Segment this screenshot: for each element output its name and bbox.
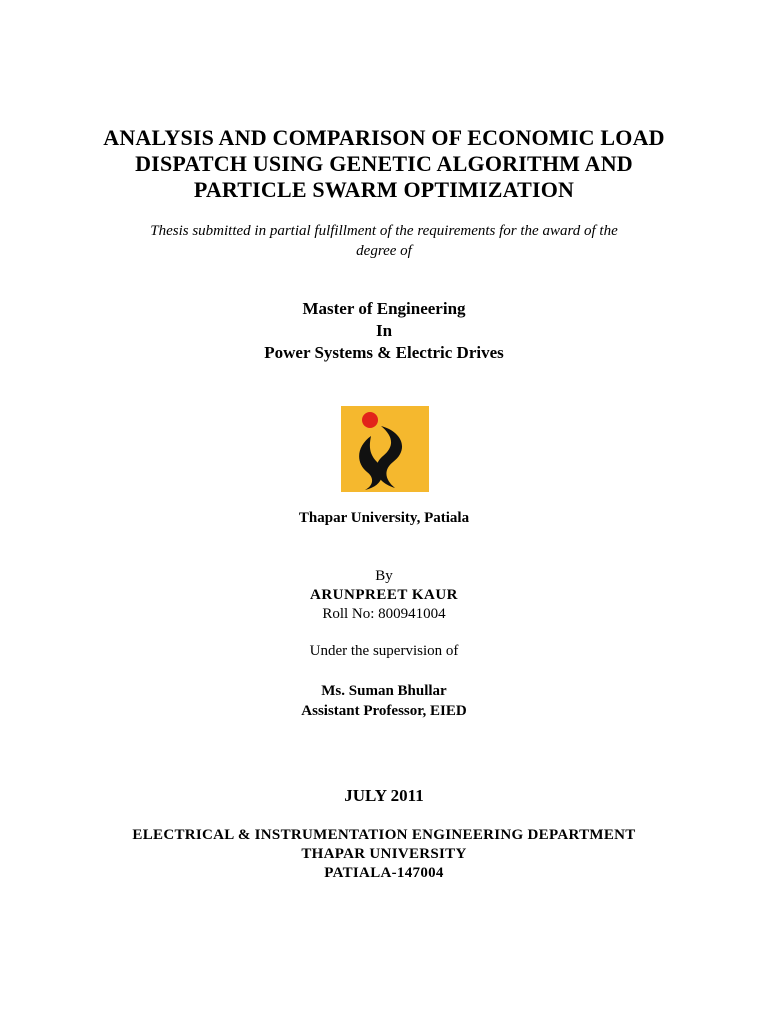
thesis-subtitle — [0, 221, 768, 261]
thesis-title-line: DISPATCH USING GENETIC ALGORITHM AND — [135, 151, 633, 176]
university-flame-logo-icon — [341, 406, 429, 492]
thesis-title-line: PARTICLE SWARM OPTIMIZATION — [193, 177, 575, 202]
supervisor-block — [0, 681, 768, 721]
thesis-title — [0, 125, 768, 203]
university-name: Thapar University, Patiala — [298, 510, 470, 526]
logo-red-dot — [362, 412, 378, 428]
supervisor-title: Assistant Professor, EIED — [301, 703, 467, 719]
supervision-label: Under the supervision of — [309, 643, 459, 659]
department-location: PATIALA-147004 — [324, 865, 444, 881]
degree-block — [0, 298, 768, 364]
by-label: By — [375, 568, 393, 584]
degree-name: Master of Engineering — [302, 299, 466, 318]
author-name: ARUNPREET KAUR — [310, 587, 458, 603]
degree-connector: In — [375, 321, 393, 340]
subtitle-line: Thesis submitted in partial fulfillment of the requirements for the award of the — [150, 223, 618, 239]
department-university: THAPAR UNIVERSITY — [301, 846, 467, 862]
supervisor-name: Ms. Suman Bhullar — [321, 683, 447, 699]
submission-date: JULY 2011 — [344, 786, 424, 805]
department-block — [0, 826, 768, 883]
thesis-title-line: ANALYSIS AND COMPARISON OF ECONOMIC LOAD — [103, 125, 665, 150]
degree-specialization: Power Systems & Electric Drives — [264, 343, 504, 362]
department-name: ELECTRICAL & INSTRUMENTATION ENGINEERING DEPARTMENT — [132, 827, 636, 843]
roll-number: Roll No: 800941004 — [322, 606, 446, 622]
author-block — [0, 567, 768, 624]
subtitle-line: degree of — [356, 243, 412, 259]
